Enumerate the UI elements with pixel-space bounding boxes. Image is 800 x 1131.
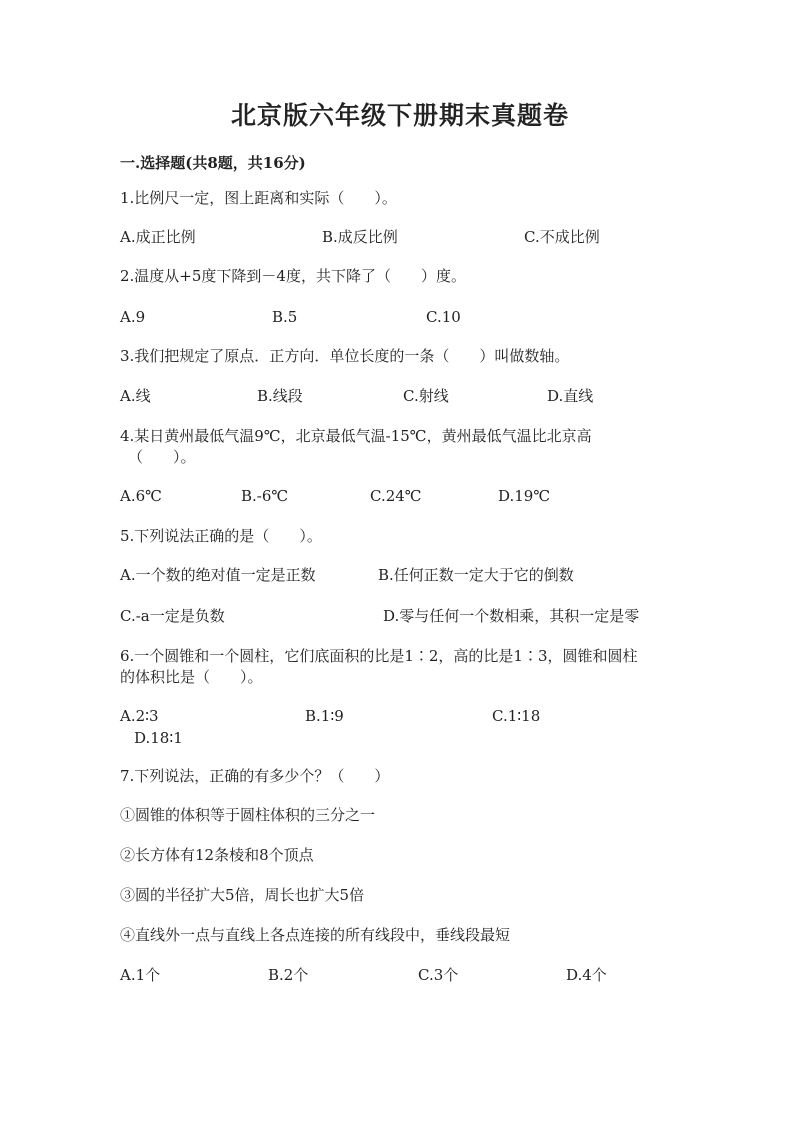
question-6-option-d[interactable]: D.18∶1 xyxy=(134,729,183,747)
question-7-option-c[interactable]: C.3个 xyxy=(418,966,459,984)
page-title: 北京版六年级下册期末真题卷 xyxy=(230,101,569,130)
section-heading: 一.选择题(共8题，共16分) xyxy=(120,154,306,172)
question-6-option-a[interactable]: A.2∶3 xyxy=(120,707,159,725)
question-5-option-d[interactable]: D.零与任何一个数相乘，其积一定是零 xyxy=(383,607,640,625)
question-7-statement-4: ④直线外一点与直线上各点连接的所有线段中，垂线段最短 xyxy=(120,926,511,944)
question-5-option-c[interactable]: C.-a一定是负数 xyxy=(120,607,225,625)
question-4-option-c[interactable]: C.24℃ xyxy=(370,487,422,505)
question-1-option-b[interactable]: B.成反比例 xyxy=(322,228,398,246)
question-4-option-a[interactable]: A.6℃ xyxy=(120,487,162,505)
question-6-option-b[interactable]: B.1∶9 xyxy=(305,707,344,725)
question-4-option-b[interactable]: B.-6℃ xyxy=(241,487,289,505)
question-6-stem-line-2: 的体积比是（ ）。 xyxy=(120,668,263,686)
question-3-option-c[interactable]: C.射线 xyxy=(403,387,449,405)
question-7-statement-1: ①圆锥的体积等于圆柱体积的三分之一 xyxy=(120,806,376,824)
question-5-stem: 5.下列说法正确的是（ ）。 xyxy=(120,527,322,545)
question-7-statement-3: ③圆的半径扩大5倍，周长也扩大5倍 xyxy=(120,886,365,904)
question-1-option-c[interactable]: C.不成比例 xyxy=(524,228,600,246)
question-6-option-c[interactable]: C.1∶18 xyxy=(492,707,541,725)
question-2-option-c[interactable]: C.10 xyxy=(426,308,461,326)
question-5-option-a[interactable]: A.一个数的绝对值一定是正数 xyxy=(120,566,316,584)
question-7-option-d[interactable]: D.4个 xyxy=(566,966,607,984)
question-2-option-a[interactable]: A.9 xyxy=(120,308,146,326)
question-3-option-b[interactable]: B.线段 xyxy=(257,387,303,405)
question-6-stem-line-1: 6.一个圆锥和一个圆柱，它们底面积的比是1∶2，高的比是1∶3，圆锥和圆柱 xyxy=(120,647,638,665)
question-2-stem: 2.温度从+5度下降到－4度，共下降了（ ）度。 xyxy=(120,267,466,285)
question-1-option-a[interactable]: A.成正比例 xyxy=(120,228,196,246)
question-7-statement-2: ②长方体有12条棱和8个顶点 xyxy=(120,846,314,864)
question-3-option-d[interactable]: D.直线 xyxy=(547,387,594,405)
question-4-stem-line-2: （ ）。 xyxy=(128,448,196,466)
question-3-option-a[interactable]: A.线 xyxy=(120,387,151,405)
question-7-stem: 7.下列说法，正确的有多少个？（ ） xyxy=(120,767,390,785)
question-2-option-b[interactable]: B.5 xyxy=(272,308,298,326)
question-1-stem: 1.比例尺一定，图上距离和实际（ ）。 xyxy=(120,189,397,207)
question-3-stem: 3.我们把规定了原点．正方向．单位长度的一条（ ）叫做数轴。 xyxy=(120,347,570,365)
question-5-option-b[interactable]: B.任何正数一定大于它的倒数 xyxy=(378,566,574,584)
question-4-stem-line-1: 4.某日黄州最低气温9℃，北京最低气温-15℃，黄州最低气温比北京高 xyxy=(120,427,592,445)
question-7-option-a[interactable]: A.1个 xyxy=(120,966,161,984)
question-7-option-b[interactable]: B.2个 xyxy=(268,966,309,984)
question-4-option-d[interactable]: D.19℃ xyxy=(498,487,551,505)
